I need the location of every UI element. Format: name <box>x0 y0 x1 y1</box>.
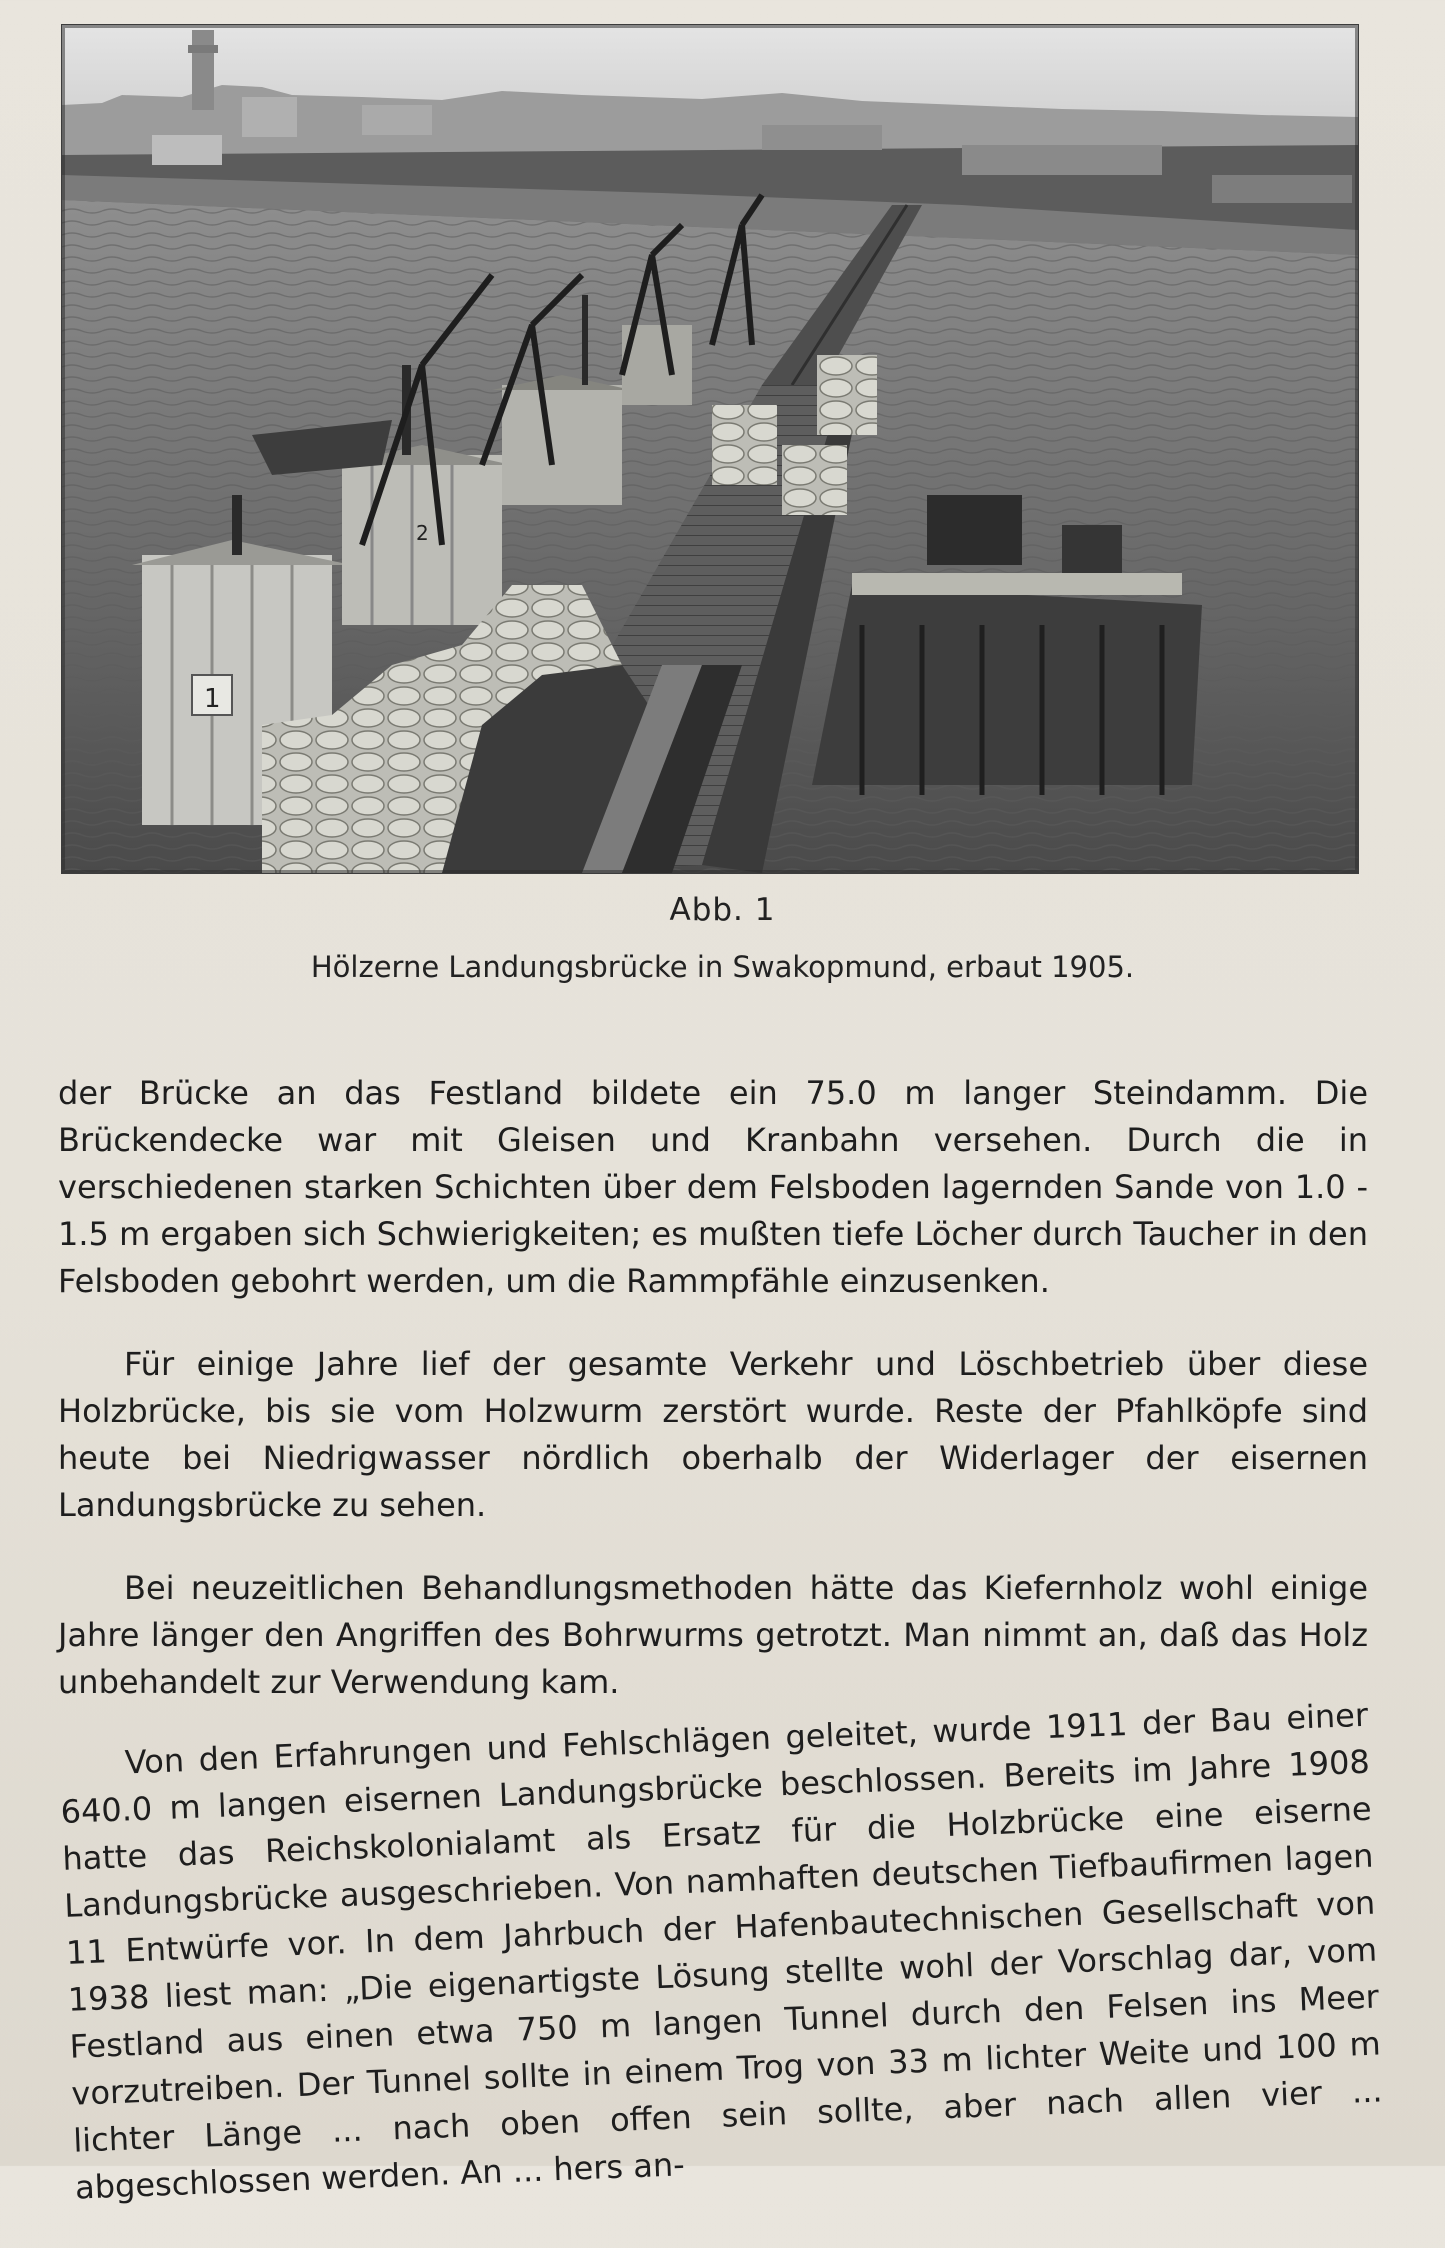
paragraph-1: der Brücke an das Festland bildete ein 75.0 m langer Steindamm. Die Brückendecke war mit Gleisen und Kranbahn versehen. Durch die in verschiedenen starken Schichten über dem Felsboden lagernden Sande von 1.0 - 1.5 m ergaben sich Schwierigkeiten; es mußten tiefe Löcher durch Taucher in den Felsboden gebohrt werden, um die Rammpfähle einzusenken. <box>58 1074 1368 1300</box>
historical-photo <box>62 25 1358 873</box>
paragraph-3: Bei neuzeitlichen Behandlungsmethoden hätte das Kiefernholz wohl einige Jahre länger den Angriffen des Bohrwurms getrotzt. Man nimmt an, daß das Holz unbehandelt zur Verwendung kam. <box>58 1569 1368 1701</box>
pier-photo-illustration <box>62 25 1358 873</box>
figure-caption: Hölzerne Landungsbrücke in Swakopmund, erbaut 1905. <box>310 950 1135 984</box>
body-text <box>58 1070 1384 2248</box>
paragraph-2: Für einige Jahre lief der gesamte Verkehr und Löschbetrieb über diese Holzbrücke, bis sie vom Holzwurm zerstört wurde. Reste der Pfahlköpfe sind heute bei Niedrigwasser nördlich oberhalb der Widerlager der eisernen Landungsbrücke zu sehen. <box>58 1345 1368 1524</box>
hut-number-1: 1 <box>204 684 221 714</box>
figure-label: Abb. 1 <box>669 892 776 928</box>
paragraph-4: Von den Erfahrungen und Fehlschlägen geleitet, wurde 1911 der Bau einer 640.0 m langen eisernen Landungsbrücke beschlossen. Bereits im Jahre 1908 hatte das Reichskolonialamt als Ersatz für die Holzbrücke eine eiserne Landungsbrücke ausgeschrieben. Von namhaften deutschen Tiefbaufirmen lagen 11 Entwürfe vor. In dem Jahrbuch der Hafenbautechnischen Gesellschaft von 1938 liest man: „Die eigenartigste Lösung stellte wohl der Vorschlag dar, vom Festland aus einen etwa 750 m langen Tunnel durch den Felsen ins Meer vorzutreiben. Der Tunnel sollte in einem Trog von 33 m lichter Weite und 100 m lichter Länge ... nach oben offen sein sollte, aber nach allen vier ... abgeschlossen werden. An ... hers an- <box>59 1695 1384 2207</box>
hut-number-2: 2 <box>416 521 429 545</box>
